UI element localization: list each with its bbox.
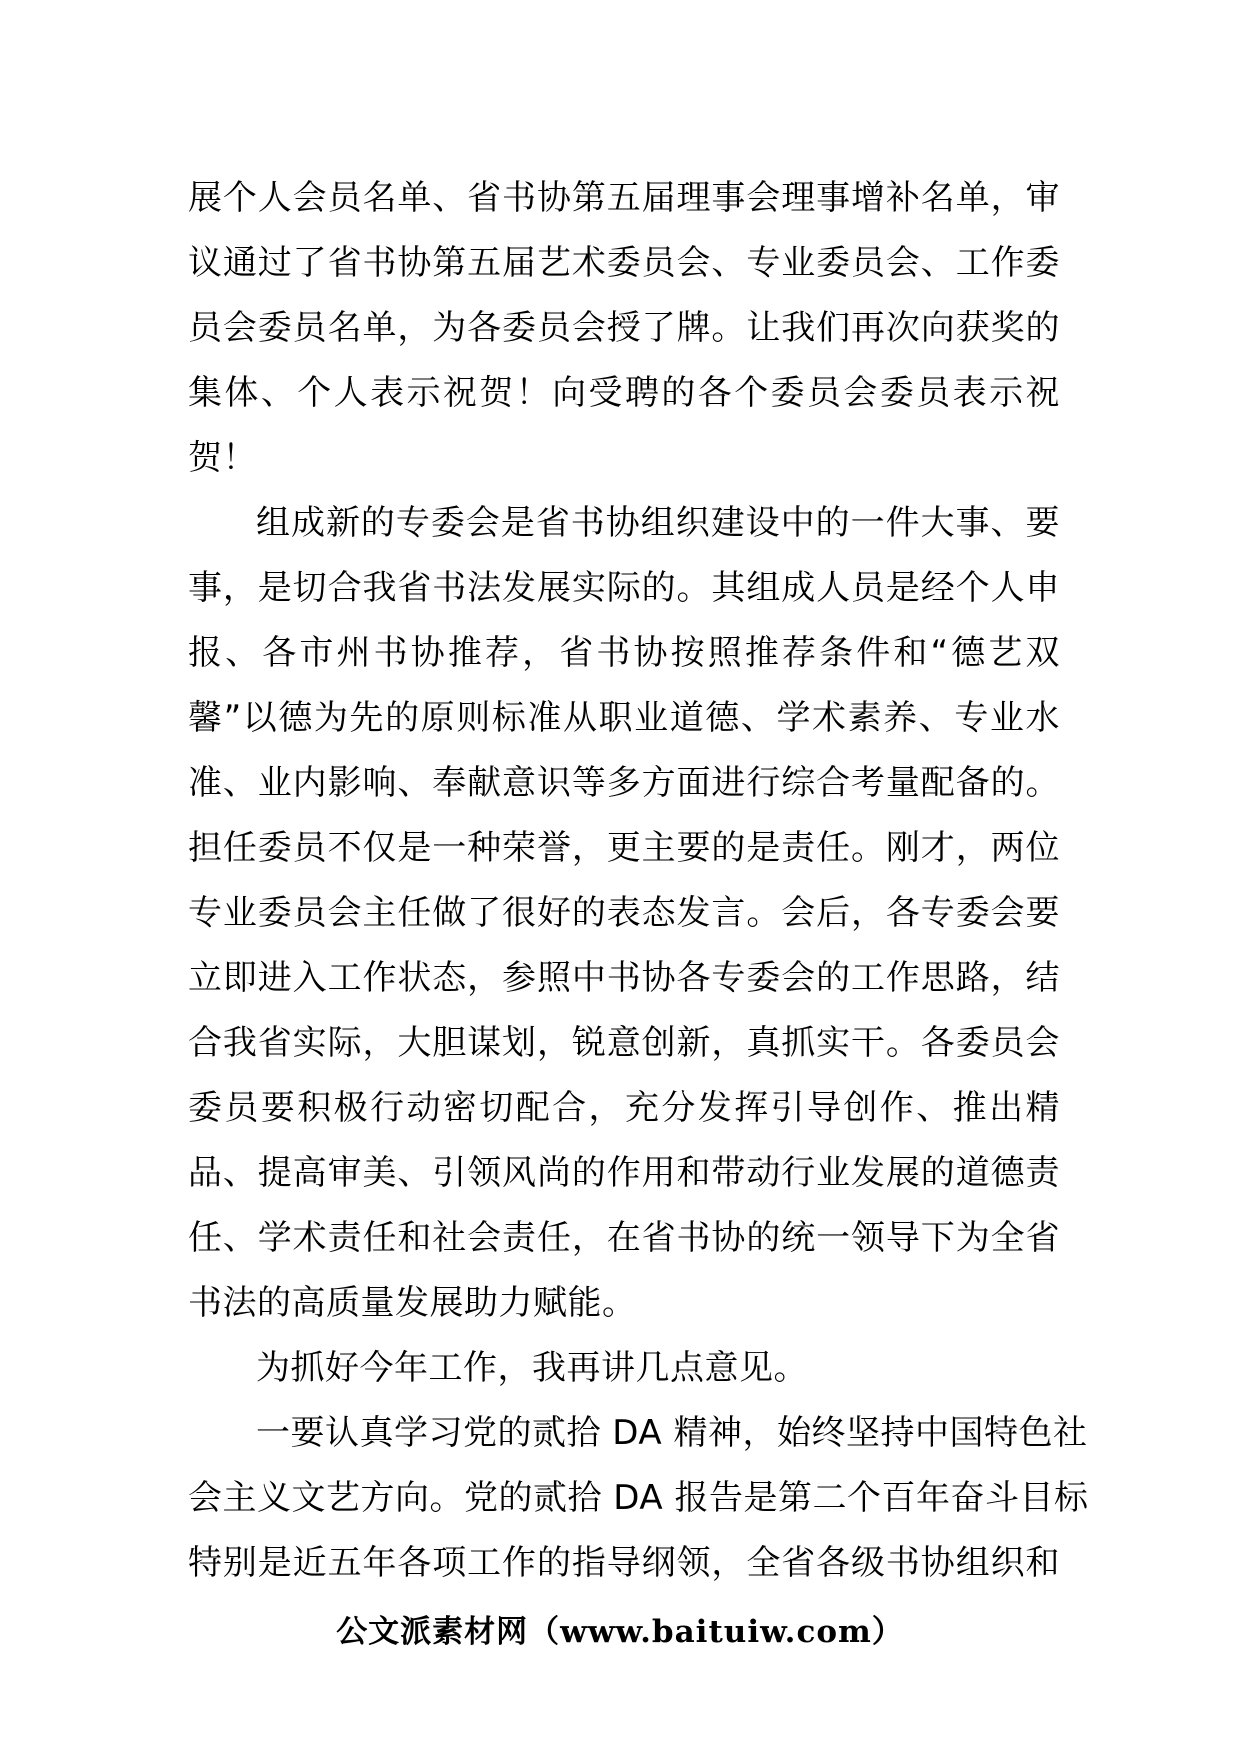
text-line: 担任委员不仅是一种荣誉，更主要的是责任。刚才，两位: [188, 828, 1060, 868]
text-line: 准、业内影响、奉献意识等多方面进行综合考量配备的。: [188, 763, 1060, 803]
text-line: 事，是切合我省书法发展实际的。其组成人员是经个人申: [188, 568, 1060, 608]
text-line: 议通过了省书协第五届艺术委员会、专业委员会、工作委: [188, 243, 1060, 283]
text-line: 贺！: [188, 438, 257, 478]
document-body: [188, 166, 1089, 1596]
text-line: 立即进入工作状态，参照中书协各专委会的工作思路，结: [188, 958, 1060, 998]
paragraph: [188, 491, 1060, 1336]
paragraph: [188, 1336, 1060, 1401]
text-line: 会主义文艺方向。党的贰拾 DA 报告是第二个百年奋斗目标: [188, 1478, 1089, 1518]
paragraph: [188, 166, 1060, 491]
text-line: 为抓好今年工作，我再讲几点意见。: [256, 1348, 808, 1388]
text-line: 专业委员会主任做了很好的表态发言。会后，各专委会要: [188, 893, 1060, 933]
text-line: 品、提高审美、引领风尚的作用和带动行业发展的道德责: [188, 1153, 1060, 1193]
text-line: 报、各市州书协推荐，省书协按照推荐条件和“德艺双: [188, 633, 1060, 673]
text-line: 书法的高质量发展助力赋能。: [188, 1283, 637, 1323]
paragraph: [188, 1401, 1089, 1596]
text-line: 一要认真学习党的贰拾 DA 精神，始终坚持中国特色社: [256, 1413, 1088, 1453]
text-line: 任、学术责任和社会责任，在省书协的统一领导下为全省: [188, 1218, 1060, 1258]
footer-watermark: 公文派素材网（www.baituiw.com）: [336, 1614, 904, 1650]
text-line: 馨”以德为先的原则标准从职业道德、学术素养、专业水: [188, 698, 1060, 738]
text-line: 员会委员名单，为各委员会授了牌。让我们再次向获奖的: [188, 308, 1060, 348]
text-line: 合我省实际，大胆谋划，锐意创新，真抓实干。各委员会: [188, 1023, 1060, 1063]
text-line: 集体、个人表示祝贺！向受聘的各个委员会委员表示祝: [188, 373, 1060, 413]
text-line: 组成新的专委会是省书协组织建设中的一件大事、要: [256, 503, 1060, 543]
text-line: 委员要积极行动密切配合，充分发挥引导创作、推出精: [188, 1088, 1060, 1128]
text-line: 特别是近五年各项工作的指导纲领，全省各级书协组织和: [188, 1543, 1060, 1583]
text-line: 展个人会员名单、省书协第五届理事会理事增补名单，审: [188, 178, 1060, 218]
